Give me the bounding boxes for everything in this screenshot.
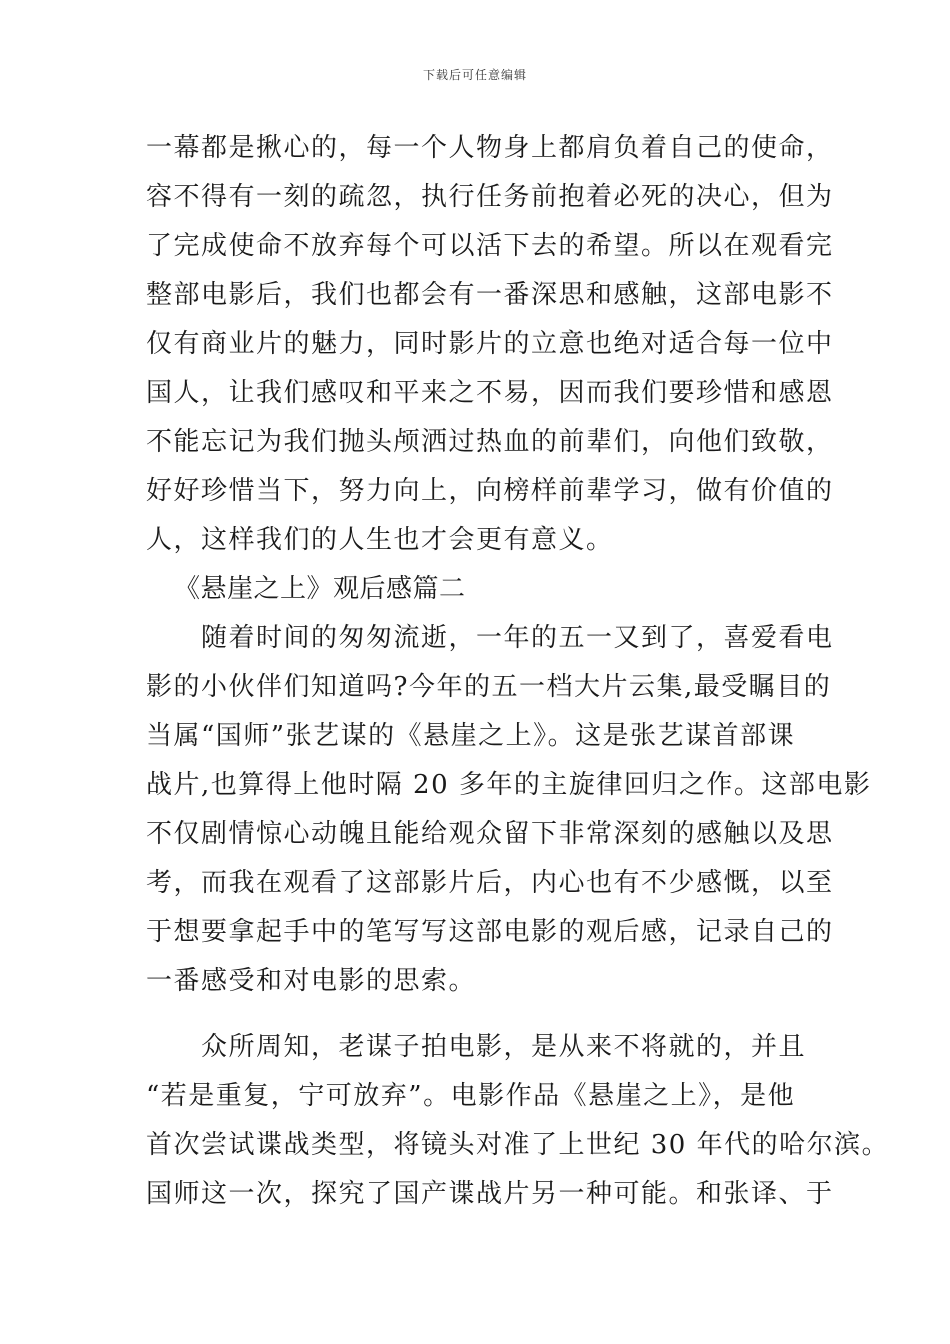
paragraph-line: 了完成使命不放弃每个可以活下去的希望。所以在观看完	[146, 231, 834, 261]
paragraph-line: 仅有商业片的魅力，同时影片的立意也绝对适合每一位中	[146, 329, 834, 359]
paragraph-line: 影的小伙伴们知道吗?今年的五一档大片云集,最受瞩目的	[146, 672, 832, 702]
paragraph-line: 国人，让我们感叹和平来之不易，因而我们要珍惜和感恩	[146, 378, 834, 408]
paragraph-line: 国师这一次，探究了国产谍战片另一种可能。和张译、于	[146, 1179, 834, 1209]
paragraph-line: 整部电影后，我们也都会有一番深思和感触，这部电影不	[146, 280, 834, 310]
paragraph-line: 随着时间的匆匆流逝，一年的五一又到了，喜爱看电	[201, 623, 834, 653]
document-body	[146, 124, 890, 1219]
paragraph-line: 考，而我在观看了这部影片后，内心也有不少感慨，以至	[146, 868, 834, 898]
paragraph-line: 于想要拿起手中的笔写写这部电影的观后感，记录自己的	[146, 917, 834, 947]
paragraph-line: 容不得有一刻的疏忽，执行任务前抱着必死的决心，但为	[146, 182, 834, 212]
paragraph-line: 众所周知，老谋子拍电影，是从来不将就的，并且	[201, 1032, 807, 1062]
paragraph-line: 战片,也算得上他时隔 20 多年的主旋律回归之作。这部电影	[146, 770, 872, 800]
paragraph-line: 不能忘记为我们抛头颅洒过热血的前辈们，向他们致敬，	[146, 427, 834, 457]
paragraph-line: 首次尝试谍战类型，将镜头对准了上世纪 30 年代的哈尔滨。	[146, 1130, 890, 1160]
section-heading: 《悬崖之上》观后感篇二	[174, 574, 466, 604]
paragraph-line: 不仅剧情惊心动魄且能给观众留下非常深刻的感触以及思	[146, 819, 834, 849]
page-header: 下载后可任意编辑	[422, 68, 527, 82]
paragraph-line: 好好珍惜当下，努力向上，向榜样前辈学习，做有价值的	[146, 476, 834, 506]
paragraph-line: 一番感受和对电影的思索。	[146, 966, 477, 996]
paragraph-line: 一幕都是揪心的，每一个人物身上都肩负着自己的使命，	[146, 133, 834, 163]
paragraph-line: “若是重复，宁可放弃”。电影作品《悬崖之上》，是他	[146, 1081, 796, 1111]
paragraph-line: 当属“国师”张艺谋的《悬崖之上》。这是张艺谋首部课	[146, 721, 796, 751]
paragraph-line: 人，这样我们的人生也才会更有意义。	[146, 525, 614, 555]
